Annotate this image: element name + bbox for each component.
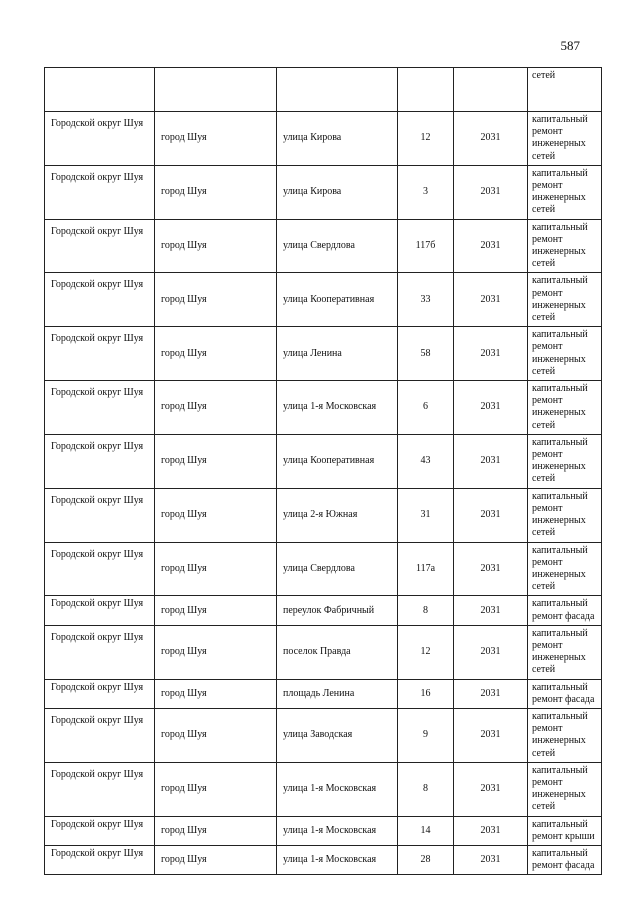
table-row bbox=[45, 434, 602, 488]
work-type-cell: капитальный ремонт фасада bbox=[528, 845, 602, 874]
district-cell: Городской округ Шуя bbox=[45, 816, 155, 845]
house-cell: 3 bbox=[398, 165, 454, 219]
work-type-cell: капитальный ремонт инженерных сетей bbox=[528, 165, 602, 219]
street-cell: улица Кирова bbox=[277, 112, 398, 166]
street-cell: улица 1-я Московская bbox=[277, 762, 398, 816]
street-cell: улица Кирова bbox=[277, 165, 398, 219]
district-cell: Городской округ Шуя bbox=[45, 708, 155, 762]
work-type-cell: капитальный ремонт инженерных сетей bbox=[528, 381, 602, 435]
work-type-cell: капитальный ремонт инженерных сетей bbox=[528, 708, 602, 762]
table-row bbox=[45, 845, 602, 874]
house-cell: 58 bbox=[398, 327, 454, 381]
house-cell: 12 bbox=[398, 625, 454, 679]
district-cell: Городской округ Шуя bbox=[45, 219, 155, 273]
street-cell: переулок Фабричный bbox=[277, 596, 398, 625]
table-row bbox=[45, 488, 602, 542]
district-cell: Городской округ Шуя bbox=[45, 596, 155, 625]
street-cell: улица Кооперативная bbox=[277, 273, 398, 327]
city-cell: город Шуя bbox=[155, 488, 277, 542]
table-row bbox=[45, 112, 602, 166]
work-type-cell: капитальный ремонт инженерных сетей bbox=[528, 273, 602, 327]
table-row bbox=[45, 219, 602, 273]
street-cell: улица 1-я Московская bbox=[277, 816, 398, 845]
table-row bbox=[45, 327, 602, 381]
city-cell: город Шуя bbox=[155, 816, 277, 845]
table-row bbox=[45, 708, 602, 762]
table-body bbox=[45, 68, 602, 875]
street-cell: улица 1-я Московская bbox=[277, 381, 398, 435]
year-cell: 2031 bbox=[454, 845, 528, 874]
district-cell: Городской округ Шуя bbox=[45, 845, 155, 874]
year-cell: 2031 bbox=[454, 596, 528, 625]
house-cell: 33 bbox=[398, 273, 454, 327]
city-cell: город Шуя bbox=[155, 112, 277, 166]
district-cell: Городской округ Шуя bbox=[45, 327, 155, 381]
work-type-cell: капитальный ремонт инженерных сетей bbox=[528, 219, 602, 273]
city-cell: город Шуя bbox=[155, 165, 277, 219]
page-number: 587 bbox=[560, 38, 580, 53]
district-cell: Городской округ Шуя bbox=[45, 762, 155, 816]
work-type-cell: капитальный ремонт инженерных сетей bbox=[528, 625, 602, 679]
year-cell: 2031 bbox=[454, 708, 528, 762]
street-cell: улица Свердлова bbox=[277, 542, 398, 596]
year-cell: 2031 bbox=[454, 679, 528, 708]
table-row bbox=[45, 816, 602, 845]
street-cell bbox=[277, 68, 398, 112]
city-cell: город Шуя bbox=[155, 381, 277, 435]
city-cell bbox=[155, 68, 277, 112]
year-cell: 2031 bbox=[454, 327, 528, 381]
year-cell bbox=[454, 68, 528, 112]
work-type-cell: капитальный ремонт инженерных сетей bbox=[528, 762, 602, 816]
table-row bbox=[45, 762, 602, 816]
work-type-cell: капитальный ремонт инженерных сетей bbox=[528, 112, 602, 166]
house-cell: 6 bbox=[398, 381, 454, 435]
table-row bbox=[45, 165, 602, 219]
year-cell: 2031 bbox=[454, 112, 528, 166]
year-cell: 2031 bbox=[454, 542, 528, 596]
work-type-cell: капитальный ремонт фасада bbox=[528, 679, 602, 708]
table-row bbox=[45, 625, 602, 679]
city-cell: город Шуя bbox=[155, 679, 277, 708]
year-cell: 2031 bbox=[454, 625, 528, 679]
street-cell: улица Свердлова bbox=[277, 219, 398, 273]
district-cell: Городской округ Шуя bbox=[45, 434, 155, 488]
house-cell: 12 bbox=[398, 112, 454, 166]
city-cell: город Шуя bbox=[155, 434, 277, 488]
house-cell: 16 bbox=[398, 679, 454, 708]
street-cell: поселок Правда bbox=[277, 625, 398, 679]
street-cell: улица 1-я Московская bbox=[277, 845, 398, 874]
street-cell: улица Кооперативная bbox=[277, 434, 398, 488]
table-row-continuation bbox=[45, 68, 602, 112]
district-cell: Городской округ Шуя bbox=[45, 679, 155, 708]
house-cell: 14 bbox=[398, 816, 454, 845]
district-cell: Городской округ Шуя bbox=[45, 273, 155, 327]
house-cell: 28 bbox=[398, 845, 454, 874]
table-row bbox=[45, 679, 602, 708]
year-cell: 2031 bbox=[454, 434, 528, 488]
city-cell: город Шуя bbox=[155, 845, 277, 874]
house-cell: 8 bbox=[398, 596, 454, 625]
year-cell: 2031 bbox=[454, 219, 528, 273]
house-cell: 31 bbox=[398, 488, 454, 542]
year-cell: 2031 bbox=[454, 381, 528, 435]
house-cell: 9 bbox=[398, 708, 454, 762]
house-cell: 8 bbox=[398, 762, 454, 816]
work-type-cell: капитальный ремонт инженерных сетей bbox=[528, 327, 602, 381]
table-row bbox=[45, 542, 602, 596]
street-cell: улица 2-я Южная bbox=[277, 488, 398, 542]
table-row bbox=[45, 381, 602, 435]
house-cell: 43 bbox=[398, 434, 454, 488]
work-type-cell: капитальный ремонт инженерных сетей bbox=[528, 434, 602, 488]
street-cell: улица Ленина bbox=[277, 327, 398, 381]
housing-repair-table bbox=[44, 67, 602, 875]
work-type-cell: капитальный ремонт инженерных сетей bbox=[528, 488, 602, 542]
city-cell: город Шуя bbox=[155, 596, 277, 625]
city-cell: город Шуя bbox=[155, 708, 277, 762]
city-cell: город Шуя bbox=[155, 219, 277, 273]
street-cell: улица Заводская bbox=[277, 708, 398, 762]
city-cell: город Шуя bbox=[155, 762, 277, 816]
work-type-cell: капитальный ремонт фасада bbox=[528, 596, 602, 625]
city-cell: город Шуя bbox=[155, 542, 277, 596]
city-cell: город Шуя bbox=[155, 273, 277, 327]
district-cell: Городской округ Шуя bbox=[45, 542, 155, 596]
city-cell: город Шуя bbox=[155, 327, 277, 381]
house-cell: 117б bbox=[398, 219, 454, 273]
district-cell bbox=[45, 68, 155, 112]
district-cell: Городской округ Шуя bbox=[45, 381, 155, 435]
year-cell: 2031 bbox=[454, 488, 528, 542]
year-cell: 2031 bbox=[454, 165, 528, 219]
city-cell: город Шуя bbox=[155, 625, 277, 679]
year-cell: 2031 bbox=[454, 762, 528, 816]
work-type-cell: сетей bbox=[528, 68, 602, 112]
house-cell bbox=[398, 68, 454, 112]
district-cell: Городской округ Шуя bbox=[45, 112, 155, 166]
district-cell: Городской округ Шуя bbox=[45, 625, 155, 679]
district-cell: Городской округ Шуя bbox=[45, 165, 155, 219]
house-cell: 117а bbox=[398, 542, 454, 596]
year-cell: 2031 bbox=[454, 816, 528, 845]
district-cell: Городской округ Шуя bbox=[45, 488, 155, 542]
street-cell: площадь Ленина bbox=[277, 679, 398, 708]
work-type-cell: капитальный ремонт крыши bbox=[528, 816, 602, 845]
work-type-cell: капитальный ремонт инженерных сетей bbox=[528, 542, 602, 596]
table-row bbox=[45, 273, 602, 327]
year-cell: 2031 bbox=[454, 273, 528, 327]
table-row bbox=[45, 596, 602, 625]
